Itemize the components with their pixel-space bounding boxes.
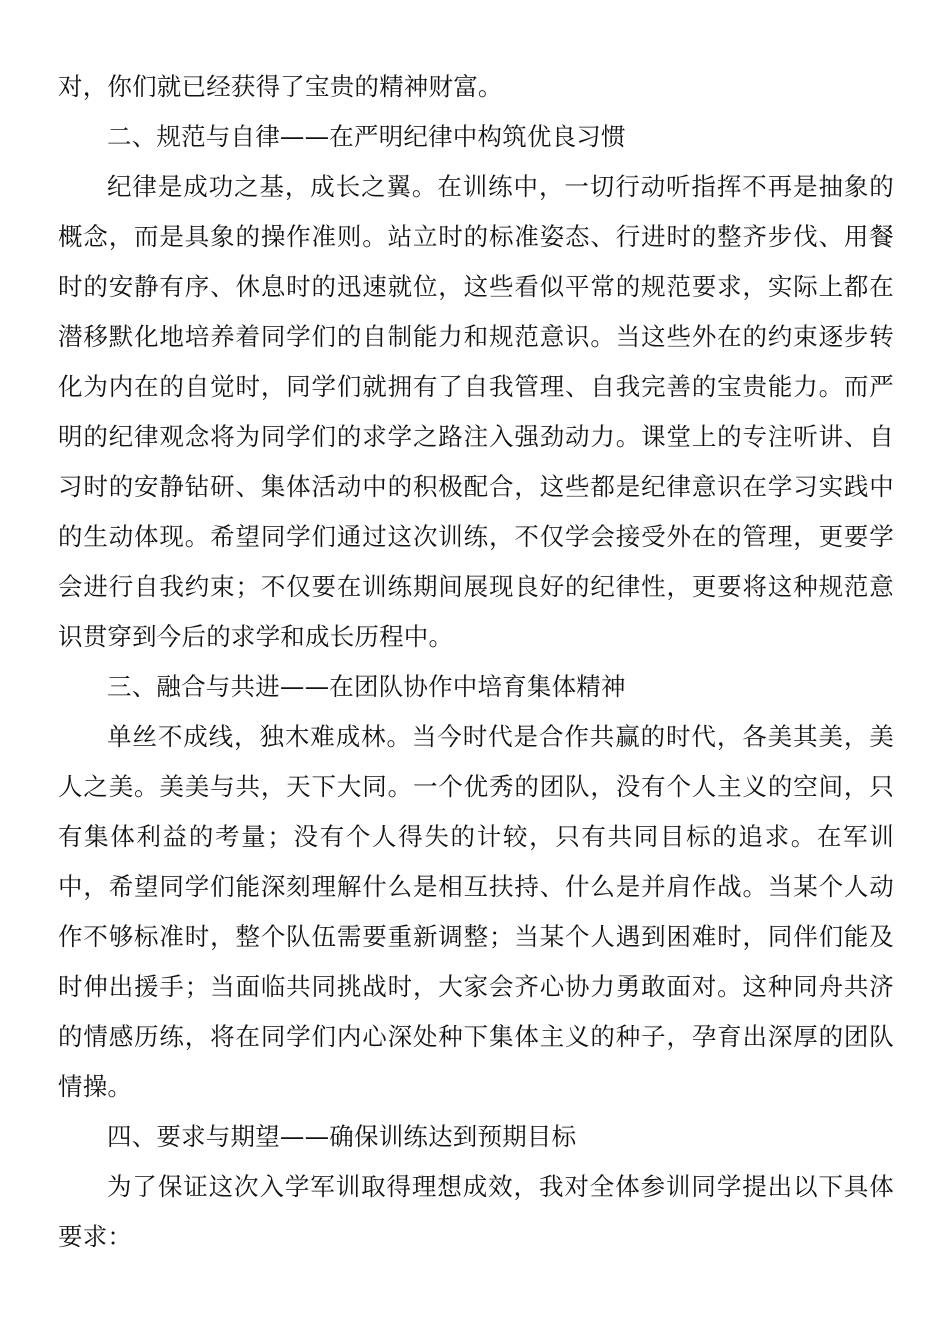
document-page bbox=[58, 62, 894, 1262]
section-heading-discipline: 二、规范与自律——在严明纪律中构筑优良习惯 bbox=[107, 122, 626, 151]
section-heading-requirements: 四、要求与期望——确保训练达到预期目标 bbox=[107, 1122, 577, 1151]
paragraph-continuation: 对，你们就已经获得了宝贵的精神财富。 bbox=[58, 72, 503, 101]
section-heading-teamwork: 三、融合与共进——在团队协作中培育集体精神 bbox=[107, 672, 626, 701]
paragraph-requirements: 为了保证这次入学军训取得理想成效，我对全体参训同学提出以下具体要求： bbox=[58, 1172, 894, 1251]
paragraph-discipline: 纪律是成功之基，成长之翼。在训练中，一切行动听指挥不再是抽象的概念，而是具象的操作准则。站立时的标准姿态、行进时的整齐步伐、用餐时的安静有序、休息时的迅速就位，这些看似平常的规范要求，实际上都在潜移默化地培养着同学们的自制能力和规范意识。当这些外在的约束逐步转化为内在的自觉时，同学们就拥有了自我管理、自我完善的宝贵能力。而严明的纪律观念将为同学们的求学之路注入强劲动力。课堂上的专注听讲、自习时的安静钻研、集体活动中的积极配合，这些都是纪律意识在学习实践中的生动体现。希望同学们通过这次训练，不仅学会接受外在的管理，更要学会进行自我约束；不仅要在训练期间展现良好的纪律性，更要将这种规范意识贯穿到今后的求学和成长历程中。 bbox=[58, 172, 894, 651]
paragraph-teamwork: 单丝不成线，独木难成林。当今时代是合作共赢的时代，各美其美，美人之美。美美与共，天下大同。一个优秀的团队，没有个人主义的空间，只有集体利益的考量；没有个人得失的计较，只有共同目标的追求。在军训中，希望同学们能深刻理解什么是相互扶持、什么是并肩作战。当某个人动作不够标准时，整个队伍需要重新调整；当某个人遇到困难时，同伴们能及时伸出援手；当面临共同挑战时，大家会齐心协力勇敢面对。这种同舟共济的情感历练，将在同学们内心深处种下集体主义的种子，孕育出深厚的团队情操。 bbox=[58, 722, 894, 1101]
